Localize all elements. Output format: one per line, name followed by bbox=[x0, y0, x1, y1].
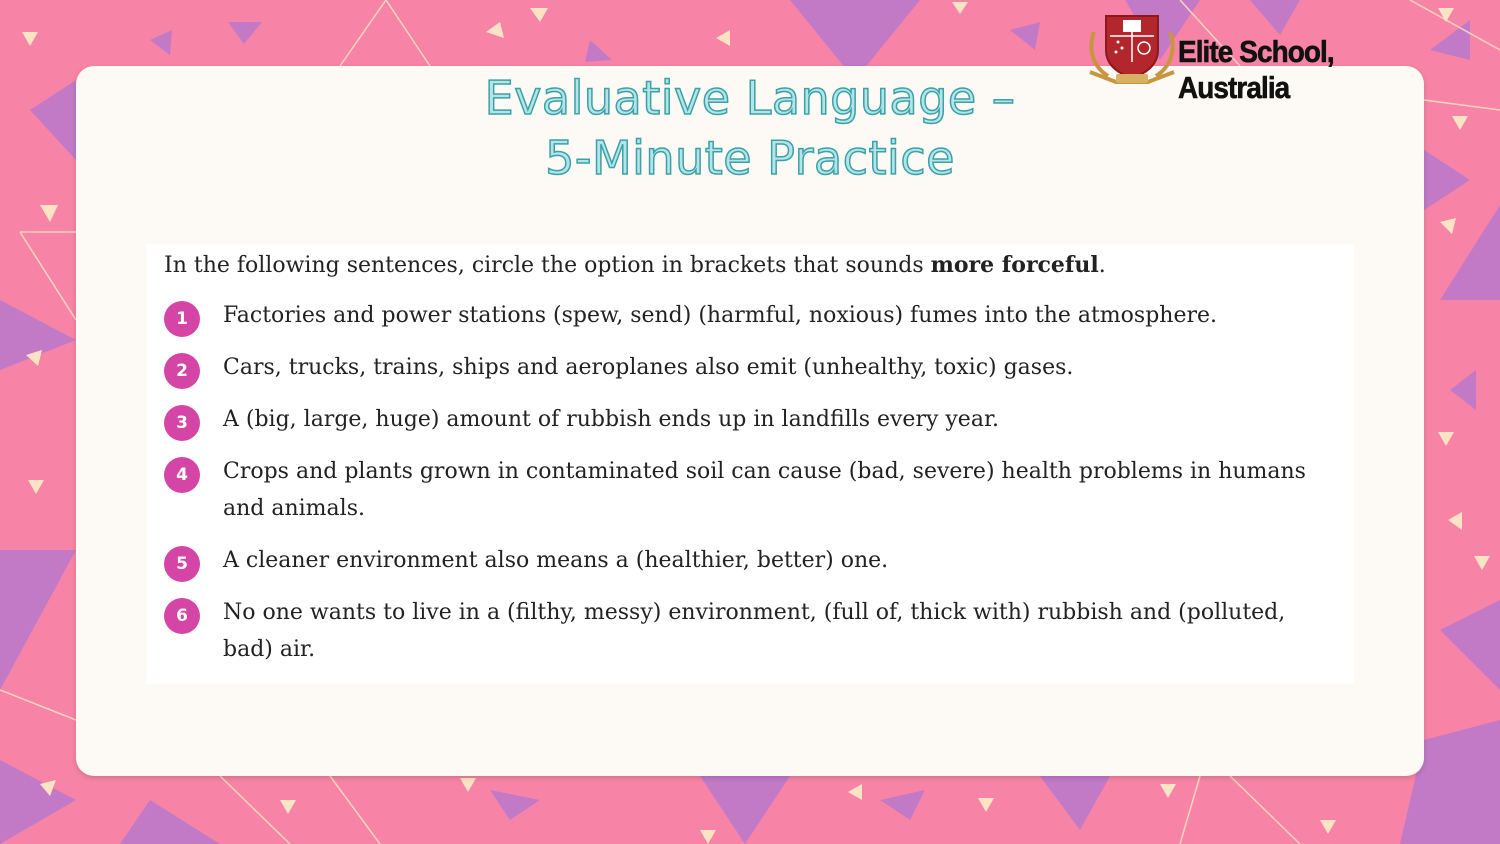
instruction-emphasis: more forceful bbox=[930, 252, 1099, 278]
title-line-2: 5-Minute Practice bbox=[545, 131, 955, 185]
instruction-prefix: In the following sentences, circle the option in brackets that sounds bbox=[164, 253, 931, 278]
school-name: Elite School, Australia bbox=[1178, 34, 1334, 105]
item-text: Crops and plants grown in contaminated soil can cause (bad, severe) health problems in humans and animals. bbox=[223, 459, 1306, 521]
number-badge: 1 bbox=[164, 301, 200, 337]
number-badge: 4 bbox=[164, 457, 200, 493]
title-line-1: Evaluative Language – bbox=[484, 71, 1016, 125]
number-badge: 3 bbox=[164, 405, 200, 441]
number-badge: 6 bbox=[164, 598, 200, 634]
item-text: No one wants to live in a (filthy, messy) environment, (full of, thick with) rubbish and (polluted, bad) air. bbox=[223, 600, 1286, 662]
number-badge: 5 bbox=[164, 546, 200, 582]
number-badge: 2 bbox=[164, 353, 200, 389]
item-text: Cars, trucks, trains, ships and aeroplanes also emit (unhealthy, toxic) gases. bbox=[223, 355, 1074, 380]
instruction-suffix: . bbox=[1098, 253, 1106, 278]
item-text: Factories and power stations (spew, send) (harmful, noxious) fumes into the atmosphere. bbox=[223, 303, 1217, 328]
item-text: A cleaner environment also means a (healthier, better) one. bbox=[223, 548, 889, 573]
school-logo bbox=[1086, 12, 1446, 105]
exercise-panel bbox=[146, 244, 1354, 684]
item-text: A (big, large, huge) amount of rubbish ends up in landfills every year. bbox=[223, 407, 1000, 432]
instruction-text bbox=[164, 248, 1106, 283]
school-crest-icon bbox=[1086, 12, 1178, 84]
